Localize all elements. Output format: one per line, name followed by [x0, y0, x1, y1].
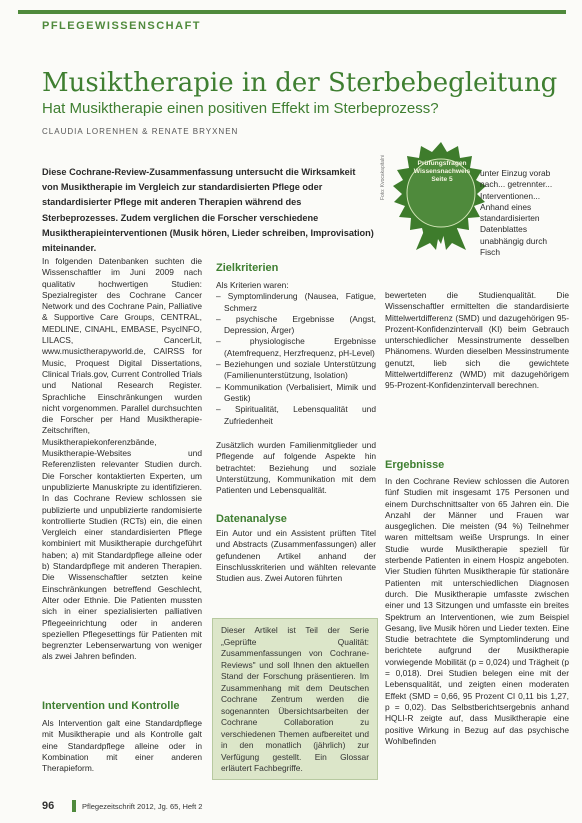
section-label: PFLEGEWISSENSCHAFT	[42, 20, 202, 32]
badge-text: Prüfungsfragen Wissensnachweis Seite 5	[413, 160, 471, 183]
article-title: Musiktherapie in der Sterbebegleitung	[42, 68, 558, 98]
heading-intervention: Intervention und Kontrolle	[42, 700, 180, 712]
article-subtitle: Hat Musiktherapie einen positiven Effekt im Sterbeprozess?	[42, 100, 439, 117]
list-item: – Kommunikation (Verbalisiert, Mimik und Gestik)	[216, 381, 376, 403]
heading-datenanalyse: Datenanalyse	[216, 513, 287, 525]
footer-divider	[72, 800, 76, 812]
intervention-text: Als Intervention galt eine Standardpflege mit Musiktherapie und als Kontrolle galt eine Standardpflege alleine oder in Kombination mit einer anderen Therapieform.	[42, 718, 202, 774]
info-box	[212, 618, 378, 780]
abstract: Diese Cochrane-Review-Zusammenfassung untersucht die Wirksamkeit von Musiktherapie im Vergleich zur standardisierten Pflege oder standardisierter Pflege mit anderen Therapien während des Sterbeprozesses. Zudem verglichen die Forscher verschiedene Musiktherapieinterventionen (Musik hören, Lieder schreiben, Improvisation) miteinander.	[42, 167, 374, 254]
list-item: – Symptomlinderung (Nausea, Fatigue, Schmerz	[216, 291, 376, 313]
page-footer	[42, 800, 562, 814]
list-item: – Beziehungen und soziale Unterstützung (Familienunterstützung, Isolation)	[216, 359, 376, 381]
ergebnisse-text: In den Cochrane Review schlossen die Autoren fünf Studien mit insgesamt 175 Personen und einem Durchschnittsalter von 65 Jahren ein. Die Anzahl der Männer und Frauen war ausgeglichen. Die meisten (94 %) Teilnehmer waren mitteltsam weiße Ursprungs. In einer Studie wurde Musiktherapie speziell für sterbende Patienten in einem Hospiz angeboten. Vier Studien führten Musiktherapie für stationäre Patienten mit unterschiedlichen Diagnosen durch. Die Musiktherapie umfasste zwischen einer und 13 Sitzungen und umfasste ein breites Spektrum an Interventionen, wie zum Beispiel Gesang, live Musik hören und Lieder texten. Eine Studie betrachtete die Symptomlinderung und berichtete aufgrund der Musiktherapie vorwiegende Mobilität (p = 0,024) und Trägheit (p = 0,018). Drei Studien belegen eine mit der Lebensqualität, und zeigten einen moderaten Effekt (SMD = 0,66, 95 Prozent CI 0,11 bis 1,27, p = 0,02). Das Selbstberichtsergebnis anhand HQLI-R zeigte auf, dass Musiktherapie eine positive Wirkung in Bezug auf das psychische Wohlbefinden	[385, 476, 569, 746]
page-number: 96	[42, 800, 55, 812]
journal-reference: Pflegezeitschrift 2012, Jg. 65, Heft 2	[82, 802, 203, 811]
section-header	[18, 10, 566, 38]
column1-text: In folgenden Datenbanken suchten die Wissenschaftler im Juni 2009 nach qualitativ hochwertigen Studien: Spezialregister des Cochrane Cancer Network und des Cochrane Pain, Palliative & Supportive Care Groups, CENTRAL, MEDLINE, CINAHL, EMBASE, PsycINFO, LILACS, CancerLit, www.musictherapyworld.de, CAIRSS for Music, Proquest Digital Dissertations, Clinical Trials.gov, Current Controlled Trials und National Research Register. Sprachliche Einschränkungen wurden nicht vorgenommen. Parallel durchsuchten die Forscher per Hand Musiktherapie-Zeitschriften, Musiktherapiekonferenzbände, Musiktherapie-Websites und Referenzlisten relevanter Studien durch. Die Forscher kontaktierten Experten, um unpublizierte Manuskripte zu identifizieren. In das Cochrane Review schlossen sie publizierte und unpublizierte randomisierte kontrollierte Studien (RCTs) ein, die einen Vergleich einer standardisierten Pflege kombiniert mit Musiktherapie durchgeführt haben; a) mit Standardpflege alleine oder b) Standardpflege mit anderen Therapien. Die Wissenschaftler setzten keine Einschränkungen betreffend Geschlecht, Alter oder Ethnie. Die Patienten mussten sich in einer spezialisierten palliativen Pflegeeinrichtung oder in anderen speziellen Pflegesettings für Patienten mit begrenzter Lebenserwartung von weniger als zwei Jahren befinden.	[42, 256, 202, 662]
photo-credit: Foto: Kvocakapitalni	[380, 154, 386, 200]
column3-text: bewerteten die Studienqualität. Die Wissenschaftler ermittelten die standardisierte Mittelwertdifferenz (SMD) und dazugehörigen 95-Prozent-Konfidenzintervall (KI) beim Gebrauch unterschiedlicher Messinstrumente desselben Phänomens. Wurden dieselben Messinstrumente genutzt, lieb sich die gewichtete Mittelwertdifferenz (WMD) mit dazugehörigem 95-Prozent-Konfidenzintervall berechnen.	[385, 290, 569, 391]
zielkriterien-block	[216, 280, 376, 427]
datenanalyse-text: Ein Autor und ein Assistent prüften Titel und Abstracts (Zusammenfassungen) aller gefundenen Artikel anhand der Einschlusskriterien und wählten relevante Studien aus. Zwei Autoren führten	[216, 528, 376, 584]
info-box-text: Dieser Artikel ist Teil der Serie „Geprüfte Qualität: Zusammenfassungen von Cochrane-Reviews" und soll Ihnen den aktuellen Stand der Forschung präsentieren. Im Zusammenhang mit dem Deutschen Cochrane Zentrum werden die sogenannten Übersichtsarbeiten der Cochrane Collaboration zu verschiedenen Themen aufbereitet und in den monatlich (jährlich) zur Verfügung gestellt. Ein Glossar erläutert Fachbegriffe.	[221, 625, 369, 773]
zielkriterien-intro: Als Kriterien waren:	[216, 280, 289, 290]
list-item: – Spiritualität, Lebensqualität und Zufriedenheit	[216, 404, 376, 426]
heading-ergebnisse: Ergebnisse	[385, 459, 445, 471]
list-item: – physiologische Ergebnisse (Atemfrequenz, Herzfrequenz, pH-Level)	[216, 336, 376, 358]
zielkriterien-outro: Zusätzlich wurden Familienmitglieder und Pflegende auf folgende Aspekte hin betrachtet: Beziehung und soziale Unterstützung, Kommunikation mit dem Patienten und Lebensqualität.	[216, 440, 376, 496]
heading-zielkriterien: Zielkriterien	[216, 262, 279, 274]
column3-top-text: unter Einzug vorab nach... getrennter... Interventionen... Anhand eines standardisierten Datenblattes unabhängig durch Fisch	[480, 168, 553, 258]
article-authors: CLAUDIA LORENHEN & RENATE BRYXNEN	[42, 127, 239, 136]
list-item: – psychische Ergebnisse (Angst, Depression, Ärger)	[216, 313, 376, 336]
